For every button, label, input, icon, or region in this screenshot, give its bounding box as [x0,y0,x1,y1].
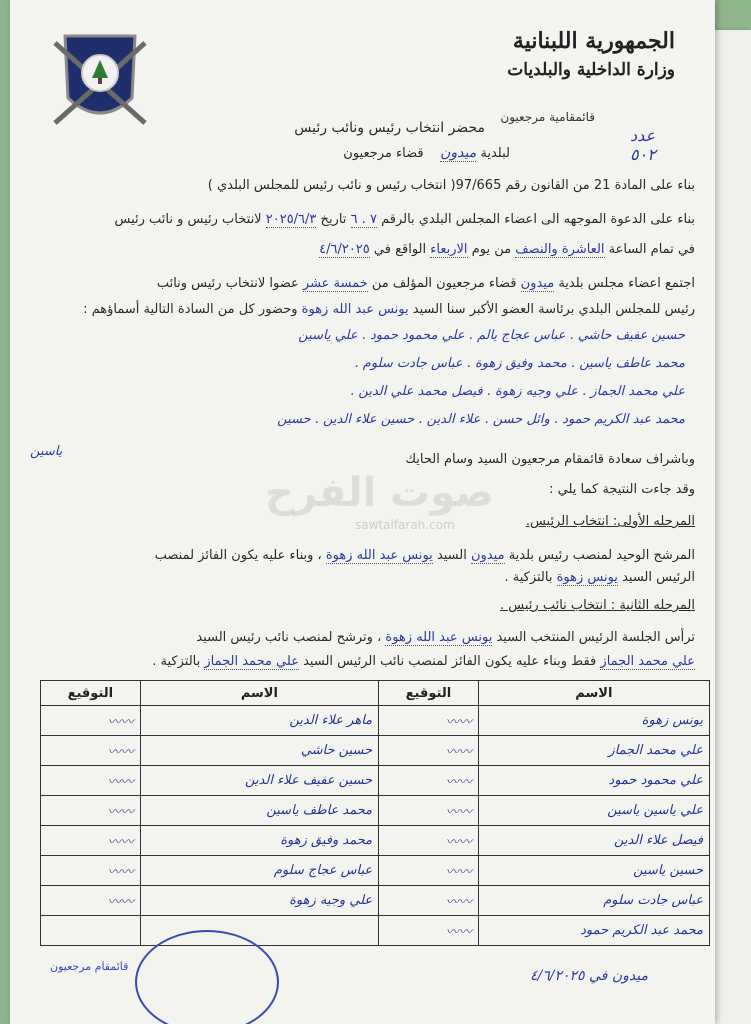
member-name: علي محمود حمود [478,766,709,796]
stage1-text-a: المرشح الوحيد لمنصب رئيس بلدية [508,548,695,563]
watermark-url: sawtalfarah.com [355,518,455,532]
presid-text-b: وحضور كل من السادة التالية أسماؤهم : [83,302,298,317]
member-signature [379,826,479,856]
ref-number: ٥٠٢ [630,145,656,164]
time-text-b: من يوم [471,242,512,257]
member-name: عباس عجاج سلوم [140,856,379,886]
member-signature [41,706,141,736]
underlying-page [712,30,751,1024]
handwritten-signature: 〰〰 [445,715,472,730]
time-value: العاشرة والنصف [515,242,605,257]
time-text-a: في تمام الساعة [608,242,695,257]
watermark: صوت الفرح [265,470,495,516]
attendee-line-3: علي محمد الجماز . علي وجيه زهوة . فيصل محمد علي الدين . [350,384,685,399]
invite-date: ٢٠٢٥/٦/٣ [265,212,317,227]
member-name: علي وجيه زهوة [140,886,379,916]
state-name: الجمهورية اللبنانية [512,28,675,54]
header-name-2: الاسم [140,681,379,706]
stage2-line-2 [152,654,695,670]
handwritten-signature: 〰〰 [445,865,472,880]
district-label: قضاء مرجعيون [343,146,424,161]
handwritten-signature: 〰〰 [445,835,472,850]
attendee-line-5: ياسين [30,444,63,459]
handwritten-signature: 〰〰 [107,805,134,820]
stage2-line-1 [196,630,695,646]
handwritten-signature: 〰〰 [107,715,134,730]
stage2-text-a: ترأس الجلسة الرئيس المنتخب السيد [496,630,695,645]
official-stamp [135,930,279,1024]
stage2-text-c: فقط وبناء عليه يكون الفائز لمنصب نائب الرئيس السيد [303,654,597,669]
invite-text-b: تاريخ [320,212,347,227]
handwritten-signature: 〰〰 [107,865,134,880]
stage2-heading: المرحله الثانية : انتخاب نائب رئيس . [500,598,695,613]
district-office: قائمقامية مرجعيون [500,110,595,124]
member-signature [41,826,141,856]
meet-count: خمسة عشر [302,276,368,291]
stage1-text-c: ، وبناء عليه يكون الفائز لمنصب [154,548,322,563]
supervision-line: وباشراف سعادة قائمقام مرجعيون السيد وسام الحايك [405,452,695,467]
member-name: محمد عبد الكريم حمود [478,916,709,946]
document-title: محضر انتخاب رئيس ونائب رئيس [294,120,485,136]
stage2-text-d: بالتزكية . [152,654,201,669]
handwritten-signature: 〰〰 [445,895,472,910]
stage1-winner: يونس زهوة [556,570,618,585]
member-signature [41,736,141,766]
meet-text-b: قضاء مرجعيون المؤلف من [371,276,517,291]
municipality-prefix: لبلدية [480,146,510,161]
table-row [41,706,710,736]
stage2-winner: علي محمد الجماز [204,654,299,669]
meet-text-a: اجتمع اعضاء مجلس بلدية [558,276,695,291]
stage1-candidate: يونس عبد الله زهوة [325,548,433,563]
meet-text-c: عضوا لانتخاب رئيس ونائب [156,276,299,291]
stage2-text-b: ، وترشح لمنصب نائب رئيس السيد [196,630,382,645]
time-paragraph [319,242,695,258]
member-name: علي محمد الجماز [478,736,709,766]
member-name: علي ياسين ياسين [478,796,709,826]
day-date: ٤/٦/٢٠٢٥ [319,242,370,257]
table-row [41,826,710,856]
table-row [41,856,710,886]
handwritten-signature: 〰〰 [107,895,134,910]
member-signature [41,766,141,796]
presid-text-a: رئيس للمجلس البلدي برئاسة العضو الأكبر سنا السيد [412,302,695,317]
member-signature [41,916,141,946]
handwritten-signature: 〰〰 [445,745,472,760]
member-name: فيصل علاء الدين [478,826,709,856]
member-signature [379,916,479,946]
meeting-paragraph [157,276,695,292]
member-signature [41,886,141,916]
member-name: يونس زهوة [478,706,709,736]
header-signature-1: التوقيع [379,681,479,706]
table-row [41,766,710,796]
law-paragraph: بناء على المادة 21 من القانون رقم 97/665( انتخاب رئيس و نائب رئيس للمجلس البلدي ) [207,178,695,193]
table-row [41,916,710,946]
presiding-member: يونس عبد الله زهوة [301,302,409,317]
stage2-candidate: علي محمد الجماز [600,654,695,669]
stage2-chair: يونس عبد الله زهوة [385,630,493,645]
stamp-label: قائمقام مرجعيون [50,960,129,973]
member-name: محمد عاطف ياسين [140,796,379,826]
header-signature-2: التوقيع [41,681,141,706]
handwritten-signature: 〰〰 [107,745,134,760]
member-signature [379,886,479,916]
invite-paragraph [115,212,696,228]
attendee-line-1: حسين عفيف حاشي . عباس عجاج يالم . علي محمود حمود . علي ياسين [298,328,685,343]
member-name: حسين عفيف علاء الدين [140,766,379,796]
member-name: محمد وفيق زهوة [140,826,379,856]
municipality-line [343,145,510,162]
stage1-text-d: الرئيس السيد [622,570,695,585]
stage1-heading: المرحله الأولى: انتخاب الرئيس. [525,514,695,529]
table-row [41,796,710,826]
handwritten-signature: 〰〰 [107,775,134,790]
time-text-c: الواقع في [373,242,427,257]
member-name: ماهر علاء الدين [140,706,379,736]
signature-table-header [41,681,710,706]
attendee-line-4: محمد عبد الكريم حمود . وائل حسن . علاء الدين . حسين علاء الدين . حسين [277,412,685,427]
header-name-1: الاسم [478,681,709,706]
member-signature [379,766,479,796]
invite-text-c: لانتخاب رئيس و نائب رئيس [114,212,262,227]
member-signature [379,706,479,736]
day-value: الاربعاء [430,242,468,257]
member-signature [41,796,141,826]
date-signature-line: ميدون في ٤/٦/٢٠٢٥ [530,968,648,984]
handwritten-signature: 〰〰 [107,835,134,850]
municipality-value: ميدون [440,145,477,161]
presiding-paragraph [83,302,695,317]
invite-number: ٧ . ٦ [350,212,377,227]
document-page [10,0,715,1024]
table-row [41,736,710,766]
stage1-text-b: السيد [436,548,467,563]
handwritten-signature: 〰〰 [445,925,472,940]
signature-table [40,680,710,946]
ministry-name: وزارة الداخلية والبلديات [507,60,675,80]
meet-municipality: ميدون [520,276,555,291]
handwritten-signature: 〰〰 [445,805,472,820]
member-name: حسين حاشي [140,736,379,766]
handwritten-signature: 〰〰 [445,775,472,790]
member-signature [379,796,479,826]
result-line: وقد جاءت النتيجة كما يلي : [549,482,695,497]
stage1-line-2 [504,570,695,586]
ministry-logo-icon [50,28,150,138]
stage1-line-1 [155,548,695,564]
attendee-line-2: محمد عاطف ياسين . محمد وفيق زهوة . عباس جادت سلوم . [354,356,685,371]
stage1-text-e: بالتزكية . [504,570,553,585]
ref-label: عدد [630,126,656,145]
table-row [41,886,710,916]
stage1-municipality: ميدون [471,548,505,563]
invite-text-a: بناء على الدعوة الموجهه الى اعضاء المجلس البلدي بالرقم [381,212,695,227]
member-signature [41,856,141,886]
member-signature [379,856,479,886]
member-name: حسين ياسين [478,856,709,886]
member-signature [379,736,479,766]
member-name: عباس جادت سلوم [478,886,709,916]
